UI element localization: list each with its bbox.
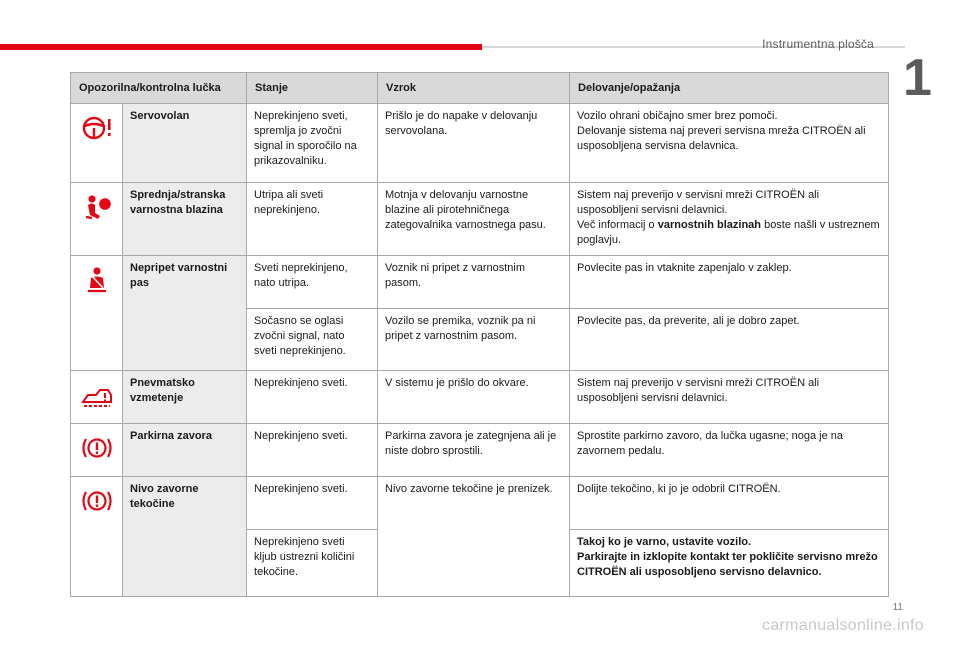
state-cell: Neprekinjeno sveti, spremlja jo zvočni signal in sporočilo na prikazovalniku. [247, 104, 378, 183]
action-cell: Sistem naj preverijo v servisni mreži CITROËN ali usposobljeni servisni delavnici. [570, 371, 889, 424]
cause-cell: Voznik ni pripet z varnostnim pasom. [378, 256, 570, 309]
section-title: Instrumentna plošča [762, 37, 874, 51]
action-text-bold: Takoj ko je varno, ustavite vozilo. [577, 536, 752, 548]
action-cell [570, 104, 889, 183]
light-name: Nivo zavorne tekočine [123, 477, 247, 597]
state-cell: Neprekinjeno sveti. [247, 424, 378, 477]
cause-cell: Prišlo je do napake v delovanju servovolana. [378, 104, 570, 183]
light-name: Servovolan [123, 104, 247, 183]
action-text: Sistem naj preverijo v servisni mreži CITROËN ali usposobljeni servisni delavnici. [577, 189, 820, 216]
table-row [71, 256, 889, 309]
table-row [71, 477, 889, 530]
table-row [71, 183, 889, 256]
action-text-bold: varnostnih blazinah [657, 219, 762, 231]
icon-cell [71, 183, 123, 256]
action-cell [570, 530, 889, 597]
state-cell: Neprekinjeno sveti kljub ustrezni količini tekočine. [247, 530, 378, 597]
cause-cell: V sistemu je prišlo do okvare. [378, 371, 570, 424]
action-cell [570, 183, 889, 256]
state-cell: Neprekinjeno sveti. [247, 477, 378, 530]
icon-cell [71, 104, 123, 183]
action-cell: Sprostite parkirno zavoro, da lučka ugasne; noga je na zavornem pedalu. [570, 424, 889, 477]
action-text: Delovanje sistema naj preveri servisna mreža CITROËN ali usposobljena servisna delavnica. [577, 125, 866, 152]
light-name: Sprednja/stranska varnostna blazina [123, 183, 247, 256]
action-text-prefix: Več informacij o [577, 219, 658, 231]
state-cell: Neprekinjeno sveti. [247, 371, 378, 424]
light-name: Parkirna zavora [123, 424, 247, 477]
cause-cell: Vozilo se premika, voznik pa ni pripet z varnostnim pasom. [378, 309, 570, 371]
header-accent-bar [0, 44, 482, 50]
light-name: Pnevmatsko vzmetenje [123, 371, 247, 424]
header-cell-cause: Vzrok [378, 73, 570, 104]
light-name: Nepripet varnostni pas [123, 256, 247, 371]
action-cell: Povlecite pas in vtaknite zapenjalo v zaklep. [570, 256, 889, 309]
header-cell-action: Delovanje/opažanja [570, 73, 889, 104]
page-number: 11 [892, 602, 903, 613]
icon-cell [71, 371, 123, 424]
suspension-icon [80, 381, 114, 409]
header-cell-state: Stanje [247, 73, 378, 104]
brake-fluid-icon [80, 487, 114, 515]
state-cell: Sočasno se oglasi zvočni signal, nato sveti neprekinjeno. [247, 309, 378, 371]
icon-cell [71, 256, 123, 371]
icon-cell [71, 477, 123, 597]
icon-cell [71, 424, 123, 477]
action-cell: Povlecite pas, da preverite, ali je dobro zapet. [570, 309, 889, 371]
state-cell: Utripa ali sveti neprekinjeno. [247, 183, 378, 256]
seatbelt-icon [80, 266, 114, 294]
table-row [71, 104, 889, 183]
table-row [71, 424, 889, 477]
state-cell: Sveti neprekinjeno, nato utripa. [247, 256, 378, 309]
action-text-bold: Parkirajte in izklopite kontakt ter pokličite servisno mrežo CITROËN ali usposobljeno servisno delavnico. [577, 551, 878, 578]
airbag-icon [80, 193, 114, 221]
cause-cell: Nivo zavorne tekočine je prenizek. [378, 477, 570, 597]
action-cell: Dolijte tekočino, ki jo je odobril CITROËN. [570, 477, 889, 530]
watermark: carmanualsonline.info [762, 617, 924, 634]
table-row [71, 371, 889, 424]
cause-cell: Motnja v delovanju varnostne blazine ali pirotehničnega zategovalnika varnostnega pasu. [378, 183, 570, 256]
brake-warning-icon [80, 434, 114, 462]
table-header-row [71, 73, 889, 104]
cause-cell: Parkirna zavora je zategnjena ali je niste dobro sprostili. [378, 424, 570, 477]
warning-lights-table [70, 72, 889, 597]
header-cell-light: Opozorilna/kontrolna lučka [71, 73, 247, 104]
steering-warning-icon [80, 114, 114, 142]
action-text-suffix: boste našli v ustreznem poglavju. [577, 219, 880, 246]
action-text: Vozilo ohrani običajno smer brez pomoči. [577, 110, 778, 122]
chapter-number: 1 [903, 49, 932, 107]
